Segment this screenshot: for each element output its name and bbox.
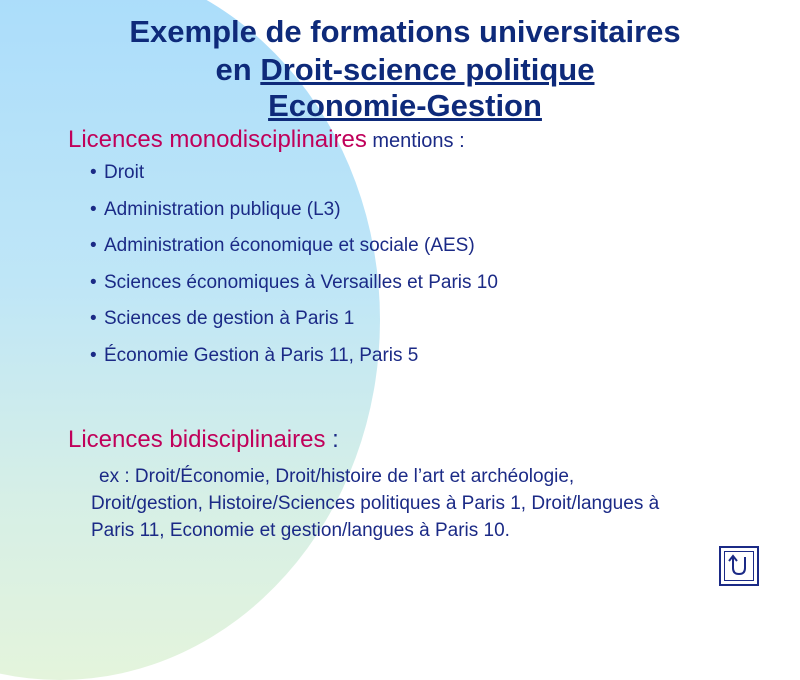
list-item	[90, 305, 498, 342]
bullet-icon: •	[90, 198, 97, 220]
section-heading-label: Licences monodisciplinaires	[68, 126, 367, 153]
title-underlined-text-2: Economie-Gestion	[268, 88, 542, 123]
bullet-icon: •	[90, 162, 97, 183]
list-item-label: Sciences de gestion à Paris 1	[104, 308, 355, 330]
bullet-icon: •	[90, 344, 97, 366]
slide-title-line-2	[40, 52, 770, 88]
list-item	[90, 269, 498, 306]
list-item	[90, 232, 498, 269]
slide-title-line-1: Exemple de formations universitaires	[129, 14, 681, 49]
list-item	[90, 342, 498, 379]
paragraph-line: Droit/gestion, Histoire/Sciences politiques à Paris 1, Droit/langues à	[91, 493, 660, 514]
bullet-icon: •	[90, 271, 97, 293]
bullet-icon: •	[90, 308, 97, 330]
return-button[interactable]	[719, 546, 759, 586]
mention-list	[90, 159, 498, 379]
section-heading-label: Licences bidisciplinaires	[68, 426, 326, 453]
paragraph-line: Paris 11, Economie et gestion/langues à Paris 10.	[91, 520, 510, 541]
list-item	[90, 159, 498, 196]
list-item-label: Administration économique et sociale (AES)	[104, 235, 475, 257]
paragraph-line: ex : Droit/Économie, Droit/histoire de l’art et archéologie,	[99, 466, 575, 487]
bidisciplinary-examples	[91, 463, 781, 544]
section-heading-monodisciplinaires	[68, 126, 465, 155]
list-item-label: Économie Gestion à Paris 11, Paris 5	[104, 344, 419, 366]
bullet-icon: •	[90, 235, 97, 257]
list-item-label: Sciences économiques à Versailles et Paris 10	[104, 271, 498, 293]
list-item	[90, 196, 498, 233]
title-underlined-text: Droit-science politique	[260, 52, 595, 87]
return-arrow-icon	[728, 554, 750, 578]
section-heading-suffix: mentions :	[366, 130, 465, 152]
slide-title-line-3	[40, 88, 770, 124]
list-item-label: Administration publique (L3)	[104, 198, 341, 220]
section-heading-bidisciplinaires	[68, 426, 339, 454]
title-prefix: en	[215, 52, 261, 87]
list-item-label: Droit	[104, 162, 145, 183]
section-heading-suffix: :	[325, 426, 339, 453]
